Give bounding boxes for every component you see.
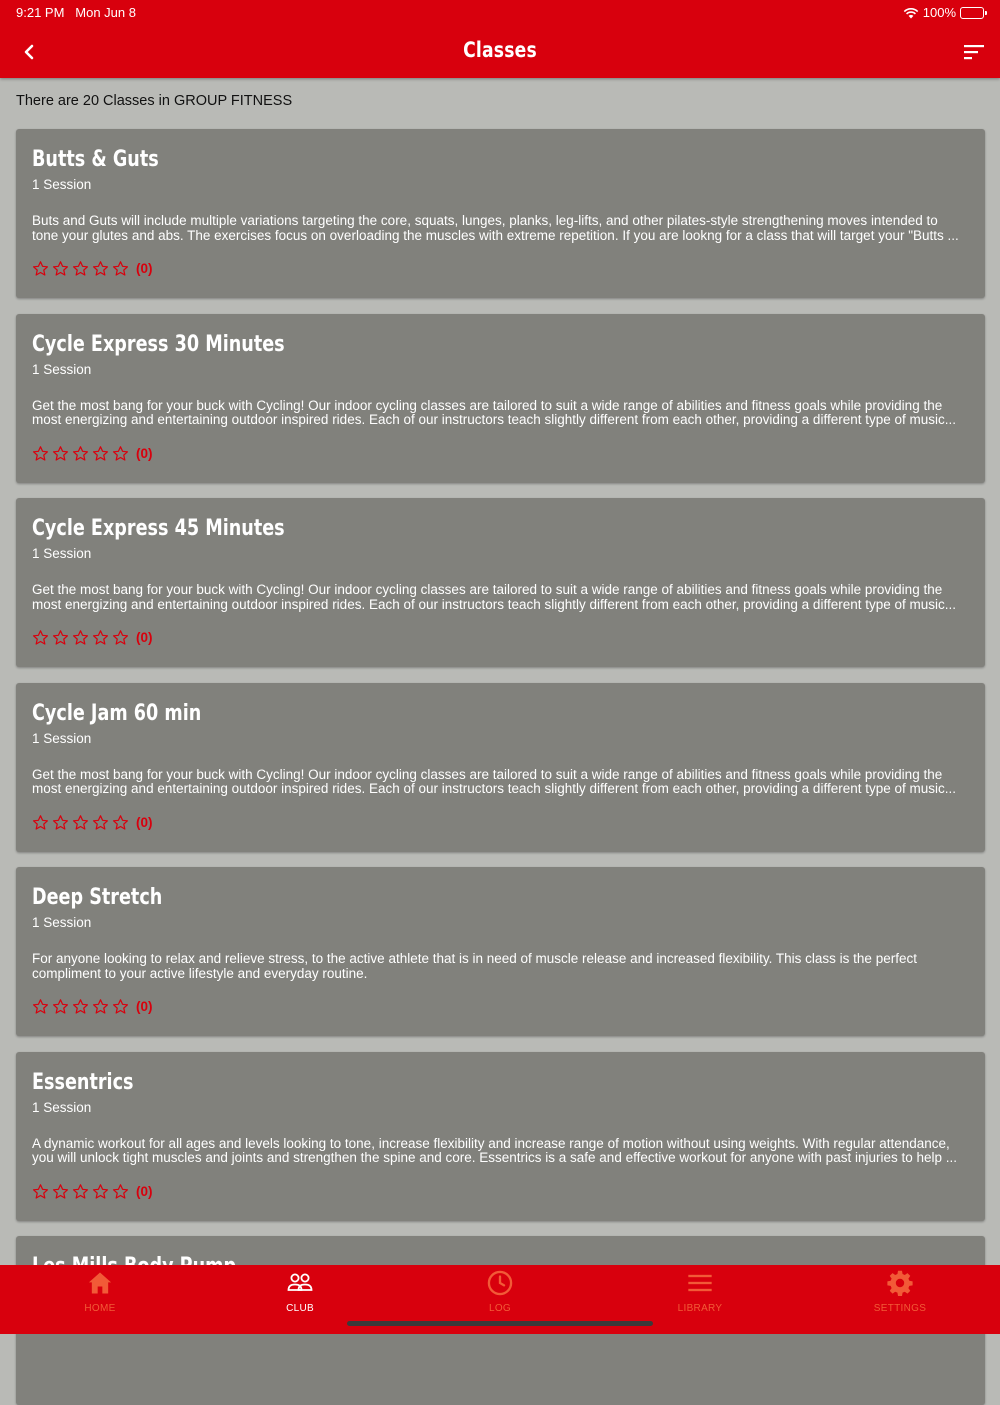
tab-settings[interactable]: SETTINGS <box>800 1265 1000 1334</box>
star-outline-icon <box>92 260 109 277</box>
star-outline-icon <box>32 629 49 646</box>
star-outline-icon <box>32 1183 49 1200</box>
rating-row <box>32 629 153 646</box>
class-sessions: 1 Session <box>32 177 92 192</box>
rating-count: (0) <box>136 999 153 1014</box>
class-title: Butts & Guts <box>32 147 159 172</box>
home-indicator <box>347 1321 653 1326</box>
back-chevron-icon[interactable] <box>18 40 42 64</box>
star-outline-icon <box>112 998 129 1015</box>
star-outline-icon <box>92 629 109 646</box>
app-header <box>0 0 1000 78</box>
star-outline-icon <box>112 814 129 831</box>
tab-home[interactable]: HOME <box>0 1265 200 1334</box>
star-outline-icon <box>92 445 109 462</box>
class-card[interactable] <box>16 1052 985 1221</box>
rating-count: (0) <box>136 814 153 830</box>
star-outline-icon <box>32 814 49 831</box>
battery-percent: 100% <box>922 5 956 20</box>
class-description: Buts and Guts will include multiple variations targeting the core, squats, lunges, planks, leg-lifts, and other pilates-style strengthening moves intended to tone your glutes and abs. The exercises focus on overloading the muscles with extreme repetition. If you are lookng for a class that will target your "Butts ... <box>32 213 959 243</box>
star-outline-icon <box>52 998 69 1015</box>
class-description: Get the most bang for your buck with Cycling! Our indoor cycling classes are tailored to suit a wide range of abilities and fitness goals while providing the most energizing and entertaining outdoor inspired rides. Each of our instructors teach slightly different from each other, providing a different type of music... <box>32 766 957 796</box>
rating-row <box>32 814 153 831</box>
class-title: Cycle Express 30 Minutes <box>32 331 285 357</box>
status-time: 9:21 PM Mon Jun 8 <box>16 5 136 20</box>
star-outline-icon <box>112 445 129 462</box>
battery-icon <box>960 7 984 19</box>
star-outline-icon <box>112 1183 129 1200</box>
rating-count: (0) <box>136 445 153 461</box>
rating-count: (0) <box>136 1183 153 1199</box>
class-sessions: 1 Session <box>32 546 92 561</box>
star-outline-icon <box>52 629 69 646</box>
club-icon <box>286 1269 314 1297</box>
star-outline-icon <box>72 998 89 1015</box>
class-title: Cycle Jam 60 min <box>32 700 202 726</box>
class-card[interactable] <box>16 498 985 667</box>
class-sessions: 1 Session <box>32 915 92 930</box>
tab-log[interactable]: LOG <box>400 1265 600 1334</box>
star-outline-icon <box>52 1183 69 1200</box>
class-title: Cycle Express 45 Minutes <box>32 516 285 541</box>
class-card[interactable] <box>16 867 985 1036</box>
status-bar <box>0 0 1000 24</box>
class-description: Get the most bang for your buck with Cycling! Our indoor cycling classes are tailored to suit a wide range of abilities and fitness goals while providing the most energizing and entertaining outdoor inspired rides. Each of our instructors teach slightly different from each other, providing a different type of music... <box>32 582 957 612</box>
star-outline-icon <box>32 445 49 462</box>
star-outline-icon <box>72 1183 89 1200</box>
class-title: Deep Stretch <box>32 885 163 910</box>
class-sessions: 1 Session <box>32 361 92 377</box>
wifi-icon <box>903 7 919 19</box>
class-sessions: 1 Session <box>32 730 92 746</box>
rating-row <box>32 1183 153 1200</box>
rating-row <box>32 998 153 1015</box>
star-outline-icon <box>112 629 129 646</box>
page-title: Classes <box>463 38 537 62</box>
star-outline-icon <box>72 445 89 462</box>
star-outline-icon <box>92 998 109 1015</box>
menu-lines-icon <box>686 1269 714 1297</box>
star-outline-icon <box>52 260 69 277</box>
gear-icon <box>886 1269 914 1297</box>
class-list[interactable] <box>16 129 985 1265</box>
class-card[interactable] <box>16 314 985 483</box>
status-indicators <box>903 5 984 20</box>
sort-icon[interactable] <box>962 42 986 62</box>
class-title: Essentrics <box>32 1069 134 1095</box>
star-outline-icon <box>72 260 89 277</box>
tab-club[interactable]: CLUB <box>200 1265 400 1334</box>
star-outline-icon <box>112 260 129 277</box>
star-outline-icon <box>92 814 109 831</box>
star-outline-icon <box>72 629 89 646</box>
class-description: For anyone looking to relax and relieve stress, to the active athlete that is in need of muscle release and increased flexibility. This class is the perfect compliment to your active lifestyle and everyday routine. <box>32 951 917 981</box>
classes-summary: There are 20 Classes in GROUP FITNESS <box>16 93 293 109</box>
star-outline-icon <box>32 998 49 1015</box>
class-sessions: 1 Session <box>32 1099 92 1115</box>
rating-row <box>32 260 153 277</box>
rating-count: (0) <box>136 630 153 645</box>
star-outline-icon <box>92 1183 109 1200</box>
star-outline-icon <box>72 814 89 831</box>
class-card[interactable] <box>16 683 985 852</box>
star-outline-icon <box>52 445 69 462</box>
clock-icon <box>486 1269 514 1297</box>
tab-library[interactable]: LIBRARY <box>600 1265 800 1334</box>
class-card[interactable] <box>16 129 985 298</box>
star-outline-icon <box>32 260 49 277</box>
class-description: Get the most bang for your buck with Cycling! Our indoor cycling classes are tailored to suit a wide range of abilities and fitness goals while providing the most energizing and entertaining outdoor inspired rides. Each of our instructors teach slightly different from each other, providing a different type of music... <box>32 397 957 427</box>
rating-count: (0) <box>136 261 153 276</box>
class-description: A dynamic workout for all ages and levels looking to tone, increase flexibility and increase range of motion without using weights. With regular attendance, you will unlock tight muscles and joints and strengthen the spine and core. Essentrics is a safe and effective workout for anyone with past injuries to help ... <box>32 1135 958 1165</box>
rating-row <box>32 445 153 462</box>
home-icon <box>86 1269 114 1297</box>
star-outline-icon <box>52 814 69 831</box>
